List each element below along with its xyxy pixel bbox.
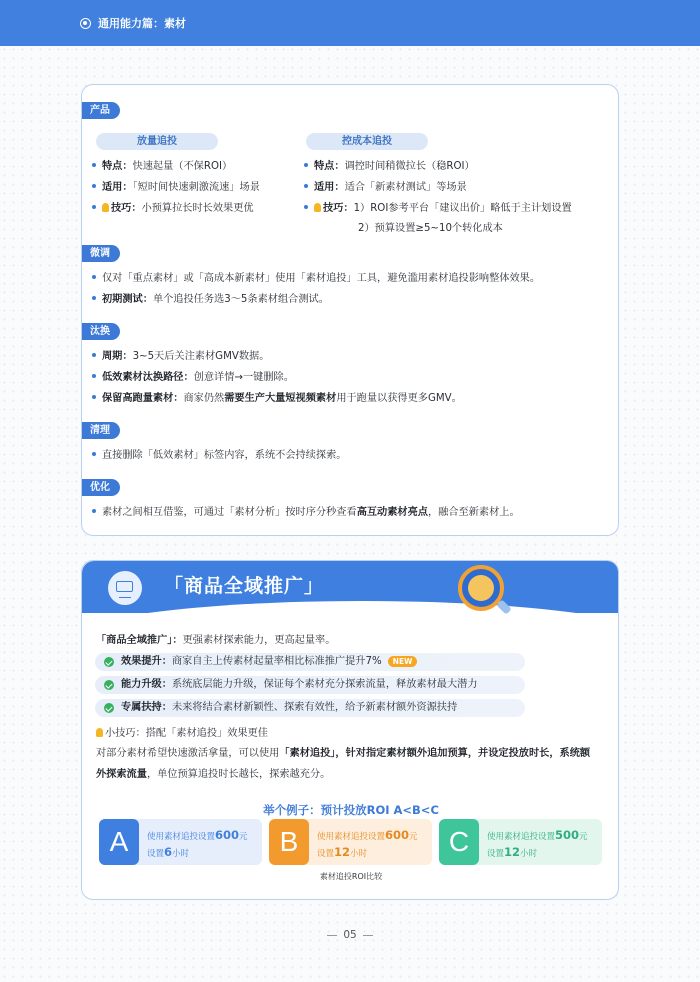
tip-line: 小技巧：搭配「素材追投」效果更佳 bbox=[96, 727, 268, 741]
feature-item: 专属扶持：未来将结合素材新颖性、探索有效性，给予新素材额外资源扶持 bbox=[95, 699, 525, 717]
promo-title: 「商品全域推广」 bbox=[164, 575, 325, 597]
page-number: 05 bbox=[0, 929, 700, 941]
list-item: 低效素材汰换路径：创意详情→一键删除。 bbox=[92, 371, 294, 385]
list-item: 周期：3~5天后关注素材GMV数据。 bbox=[92, 350, 269, 364]
check-icon bbox=[104, 703, 114, 713]
section-label-cleanup: 清理 bbox=[82, 422, 120, 439]
list-item: 适用：适合「新素材测试」等场景 bbox=[304, 181, 467, 195]
check-icon bbox=[104, 680, 114, 690]
feature-item: 效果提升：商家自主上传素材起量率相比标准推广提升7% NEW bbox=[95, 653, 525, 671]
caption: 素材追投ROI比较 bbox=[319, 872, 383, 881]
section-label-product: 产品 bbox=[82, 102, 120, 119]
header-title: 通用能力篇：素材 bbox=[98, 17, 186, 30]
example-title: 举个例子：预计投放ROI A<B<C bbox=[263, 803, 439, 817]
list-item: 直接删除「低效素材」标签内容，系统不会持续探索。 bbox=[92, 449, 347, 463]
subheading-boost: 放量追投 bbox=[96, 133, 218, 150]
new-badge: NEW bbox=[388, 656, 418, 667]
section-label-tuning: 微调 bbox=[82, 245, 120, 262]
list-item: 特点：快速起量（不保ROI） bbox=[92, 160, 232, 174]
lightbulb-icon bbox=[96, 728, 103, 737]
lightbulb-icon bbox=[314, 203, 321, 212]
lightbulb-icon bbox=[102, 203, 109, 212]
list-item: 技巧：1）ROI参考平台「建议出价」略低于主计划设置 bbox=[304, 202, 572, 216]
promo-intro: 「商品全域推广」：更强素材探索能力，更高起量率。 bbox=[96, 635, 336, 646]
example-card-b: B 使用素材追投设置600元 设置12小时 bbox=[269, 819, 432, 865]
list-item: 特点：调控时间稍微拉长（稳ROI） bbox=[304, 160, 475, 174]
list-item: 技巧：小预算拉长时长效果更优 bbox=[92, 202, 254, 216]
subheading-cost-control: 控成本追投 bbox=[306, 133, 428, 150]
list-item: 素材之间相互借鉴，可通过「素材分析」按时序分秒查看高互动素材亮点，融合至新素材上。 bbox=[92, 506, 520, 520]
video-cart-icon bbox=[108, 571, 142, 605]
example-card-a: A 使用素材追投设置600元 设置6小时 bbox=[99, 819, 262, 865]
paragraph: 外探索流量，单位预算追投时长越长，探索越充分。 bbox=[96, 769, 331, 780]
tips-card bbox=[81, 84, 619, 536]
target-icon bbox=[80, 18, 91, 29]
header-bar bbox=[0, 0, 700, 46]
list-item: 适用：「短时间快速刺激流速」场景 bbox=[92, 181, 260, 195]
list-item: 保留高跑量素材：商家仍然需要生产大量短视频素材用于跑量以获得更多GMV。 bbox=[92, 392, 462, 406]
check-icon bbox=[104, 657, 114, 667]
promo-card bbox=[81, 560, 619, 900]
paragraph: 对部分素材希望快速激活拿量，可以使用「素材追投」，针对指定素材额外追加预算，并设定投放时长，系统额 bbox=[96, 748, 591, 759]
section-label-eliminate: 汰换 bbox=[82, 323, 120, 340]
list-item: 2）预算设置≥5~10个转化成本 bbox=[358, 223, 503, 234]
section-label-optimize: 优化 bbox=[82, 479, 120, 496]
example-card-c: C 使用素材追投设置500元 设置12小时 bbox=[439, 819, 602, 865]
list-item: 仅对「重点素材」或「高成本新素材」使用「素材追投」工具，避免滥用素材追投影响整体效果。 bbox=[92, 272, 540, 286]
list-item: 初期测试：单个追投任务选3～5条素材组合测试。 bbox=[92, 293, 329, 307]
feature-item: 能力升级：系统底层能力升级，保证每个素材充分探索流量，释放素材最大潜力 bbox=[95, 676, 525, 694]
